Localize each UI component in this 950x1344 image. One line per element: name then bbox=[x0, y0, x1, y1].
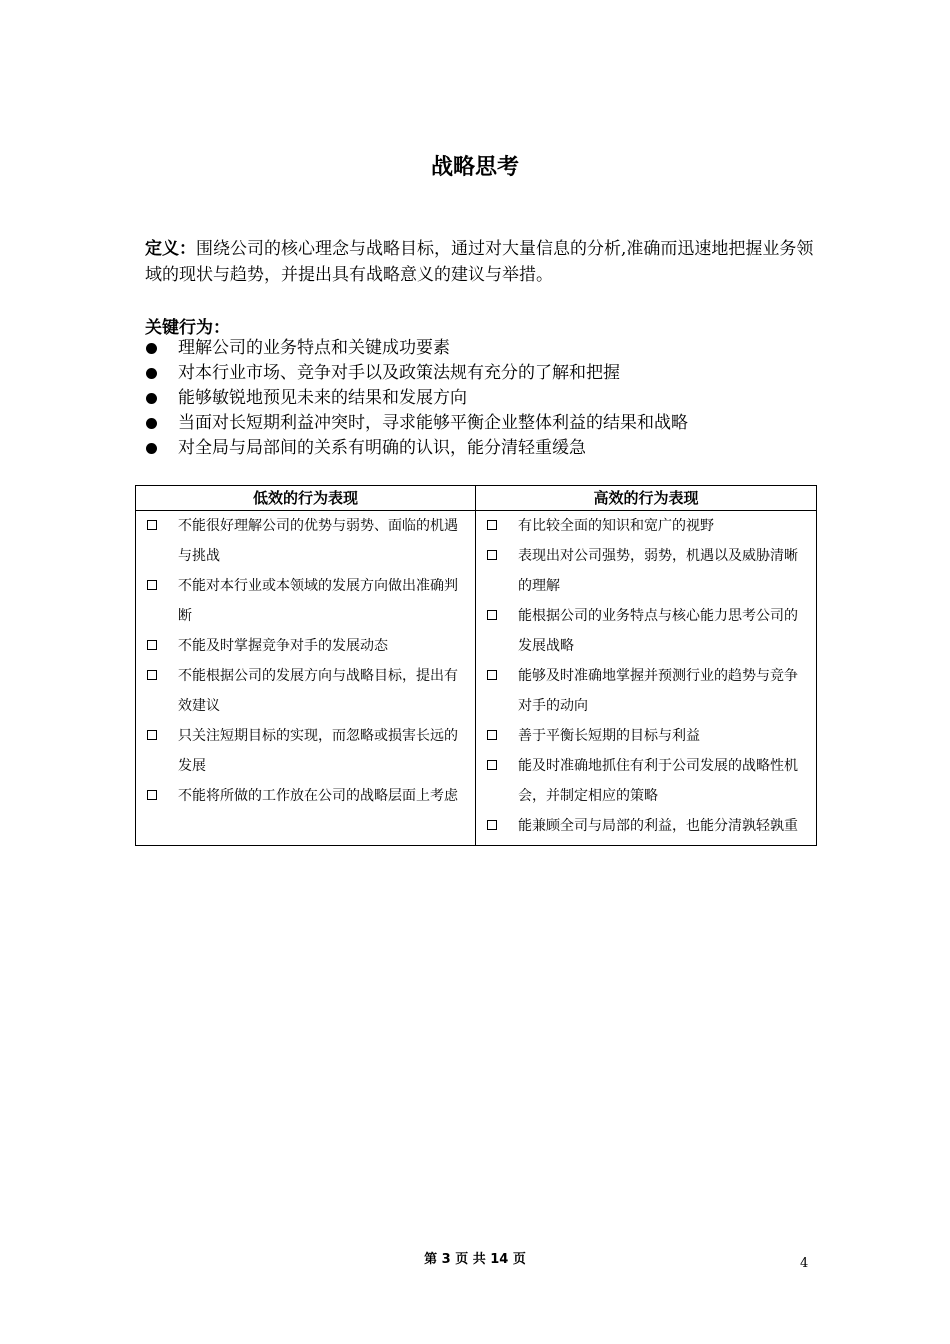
low-efficiency-item bbox=[136, 721, 475, 781]
checkbox-icon bbox=[487, 730, 497, 740]
item-text: 能及时准确地抓住有利于公司发展的战略性机会，并制定相应的策略 bbox=[518, 758, 798, 804]
high-efficiency-item bbox=[476, 541, 816, 601]
key-behavior-item bbox=[145, 336, 825, 361]
checkbox-icon bbox=[147, 670, 157, 680]
definition-paragraph bbox=[145, 236, 815, 288]
item-text: 不能根据公司的发展方向与战略目标，提出有效建议 bbox=[178, 668, 458, 714]
item-text: 表现出对公司强势，弱势，机遇以及威胁清晰的理解 bbox=[518, 548, 798, 594]
bullet-icon bbox=[146, 393, 157, 404]
checkbox-icon bbox=[147, 580, 157, 590]
item-text: 善于平衡长短期的目标与利益 bbox=[518, 728, 700, 744]
low-efficiency-item bbox=[136, 631, 475, 661]
item-text: 只关注短期目标的实现，而忽略或损害长远的发展 bbox=[178, 728, 458, 774]
high-efficiency-item bbox=[476, 601, 816, 661]
checkbox-icon bbox=[147, 730, 157, 740]
bullet-icon bbox=[146, 418, 157, 429]
low-efficiency-column bbox=[136, 511, 476, 846]
bullet-icon bbox=[146, 443, 157, 454]
low-efficiency-item bbox=[136, 511, 475, 571]
bullet-icon bbox=[146, 368, 157, 379]
item-text: 有比较全面的知识和宽广的视野 bbox=[518, 518, 714, 534]
key-behavior-item bbox=[145, 411, 825, 436]
checkbox-icon bbox=[487, 520, 497, 530]
high-efficiency-item bbox=[476, 751, 816, 811]
item-text: 不能很好理解公司的优势与弱势、面临的机遇与挑战 bbox=[178, 518, 458, 564]
key-behavior-text: 理解公司的业务特点和关键成功要素 bbox=[178, 338, 450, 358]
checkbox-icon bbox=[147, 520, 157, 530]
item-text: 能兼顾全司与局部的利益，也能分清孰轻孰重 bbox=[518, 818, 798, 834]
checkbox-icon bbox=[147, 640, 157, 650]
key-behavior-text: 对全局与局部间的关系有明确的认识，能分清轻重缓急 bbox=[178, 438, 586, 458]
item-text: 能根据公司的业务特点与核心能力思考公司的发展战略 bbox=[518, 608, 798, 654]
high-efficiency-column bbox=[476, 511, 817, 846]
key-behavior-item bbox=[145, 361, 825, 386]
item-text: 不能对本行业或本领域的发展方向做出准确判断 bbox=[178, 578, 458, 624]
checkbox-icon bbox=[487, 610, 497, 620]
checkbox-icon bbox=[487, 550, 497, 560]
page-number: 4 bbox=[800, 1256, 809, 1271]
high-efficiency-header: 高效的行为表现 bbox=[476, 486, 817, 511]
behavior-table bbox=[135, 485, 817, 846]
key-behavior-text: 对本行业市场、竞争对手以及政策法规有充分的了解和把握 bbox=[178, 363, 620, 383]
key-behavior-text: 当面对长短期利益冲突时，寻求能够平衡企业整体利益的结果和战略 bbox=[178, 413, 688, 433]
checkbox-icon bbox=[487, 820, 497, 830]
high-efficiency-item bbox=[476, 661, 816, 721]
key-behavior-item bbox=[145, 386, 825, 411]
key-behavior-text: 能够敏锐地预见未来的结果和发展方向 bbox=[178, 388, 467, 408]
low-efficiency-item bbox=[136, 661, 475, 721]
low-efficiency-header: 低效的行为表现 bbox=[136, 486, 476, 511]
page-footer: 第 3 页 共 14 页 bbox=[424, 1252, 526, 1267]
item-text: 不能将所做的工作放在公司的战略层面上考虑 bbox=[178, 788, 458, 804]
page-title: 战略思考 bbox=[430, 155, 519, 180]
checkbox-icon bbox=[487, 670, 497, 680]
checkbox-icon bbox=[487, 760, 497, 770]
bullet-icon bbox=[146, 343, 157, 354]
key-behaviors-list bbox=[145, 336, 825, 461]
low-efficiency-item bbox=[136, 571, 475, 631]
high-efficiency-item bbox=[476, 721, 816, 751]
high-efficiency-item bbox=[476, 511, 816, 541]
key-behavior-item bbox=[145, 436, 825, 461]
item-text: 能够及时准确地掌握并预测行业的趋势与竞争对手的动向 bbox=[518, 668, 798, 714]
item-text: 不能及时掌握竞争对手的发展动态 bbox=[178, 638, 388, 654]
checkbox-icon bbox=[147, 790, 157, 800]
key-behaviors-title: 关键行为： bbox=[145, 318, 230, 338]
definition-label: 定义： bbox=[145, 239, 196, 259]
low-efficiency-item bbox=[136, 781, 475, 811]
high-efficiency-item bbox=[476, 811, 816, 841]
definition-text: 围绕公司的核心理念与战略目标，通过对大量信息的分析,准确而迅速地把握业务领域的现状与趋势，并提出具有战略意义的建议与举措。 bbox=[145, 239, 814, 285]
